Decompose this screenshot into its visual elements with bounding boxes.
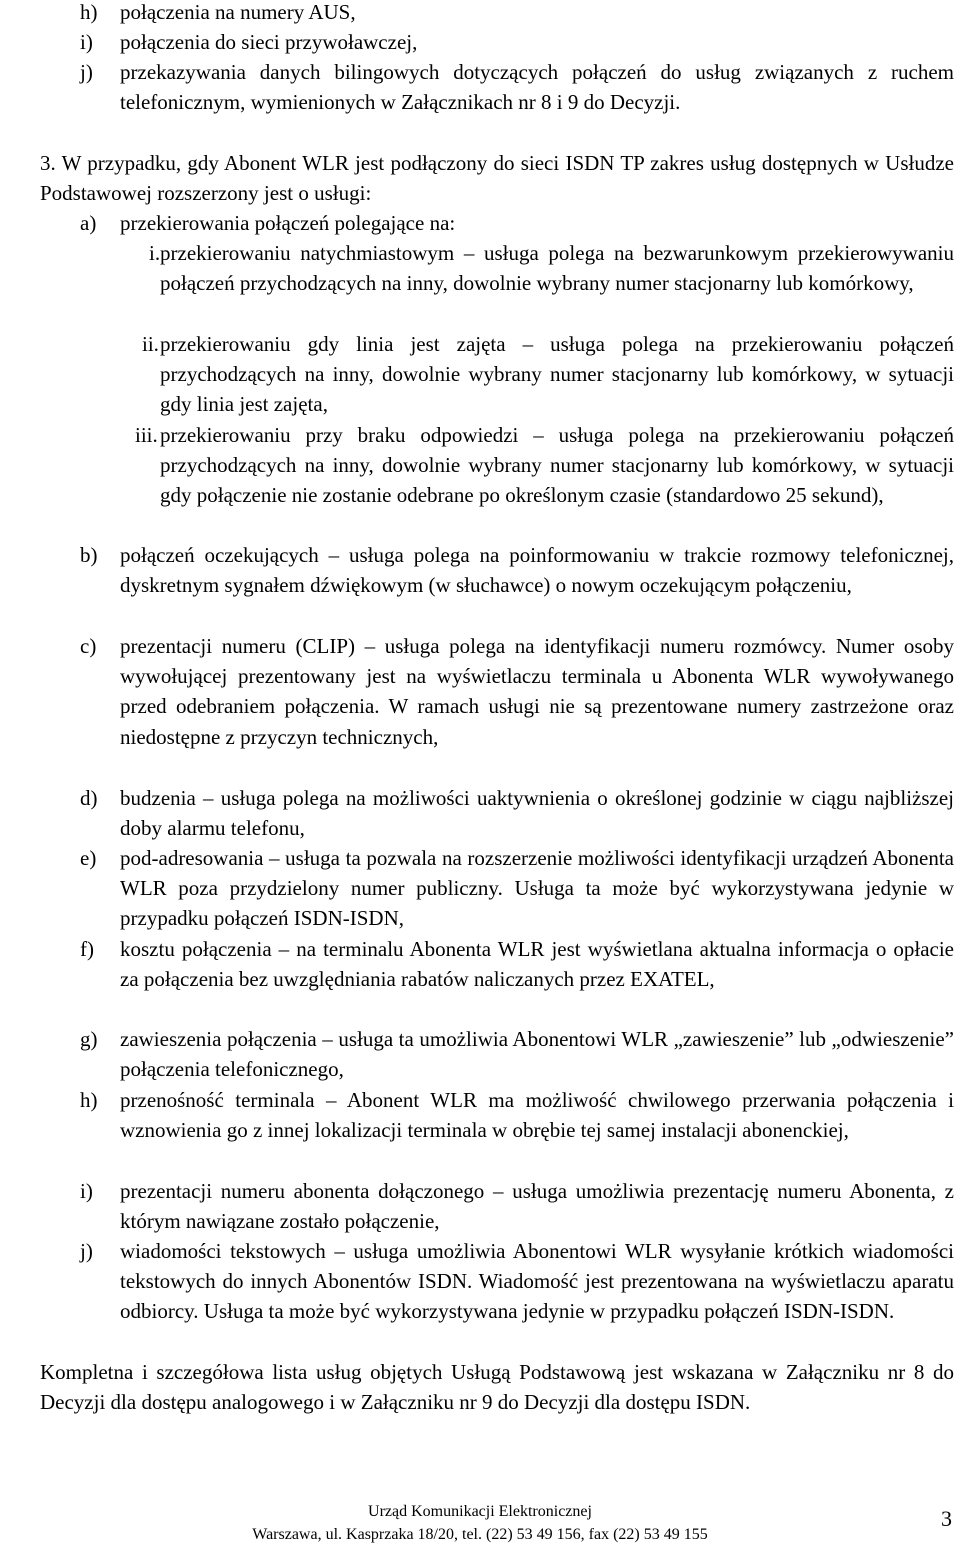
list-item-text: przekazywania danych bilingowych dotyczących połączeń do usług związanych z ruchem telefonicznym, wymienionych w Załącznikach nr 8 i 9 do Decyzji. [120,60,954,115]
list-item-i-top [80,27,954,57]
service-item-e [80,843,954,934]
section-number: 3. [40,151,56,175]
roman-item-text: przekierowaniu gdy linia jest zajęta – usługa polega na przekierowaniu połączeń przychodzących na inny, dowolnie wybrany numer stacjonarny lub komórkowy, w sytuacji gdy linia jest zajęta, [160,332,954,417]
list-item-text: budzenia – usługa polega na możliwości uaktywnienia o określonej godzinie w ciągu najbliższej doby alarmu telefonu, [120,786,954,841]
closing-paragraph: Kompletna i szczegółowa lista usług objętych Usługą Podstawową jest wskazana w Załączniku nr 8 do Decyzji dla dostępu analogowego i w Załączniku nr 9 do Decyzji dla dostępu ISDN. [40,1360,954,1415]
list-item-text: przenośność terminala – Abonent WLR ma możliwość chwilowego przerwania połączenia i wznowienia go z innej lokalizacji terminala w obrębie tej samej instalacji abonenckiej, [120,1088,954,1143]
footer-institution: Urząd Komunikacji Elektronicznej [368,1503,592,1520]
roman-item-text: przekierowaniu przy braku odpowiedzi – usługa polega na przekierowaniu połączeń przychodzących na inny, dowolnie wybrany numer stacjonarny lub komórkowy, w sytuacji gdy połączenie nie zostanie odebrane po określonym czasie (standardowo 25 sekund), [160,423,954,508]
service-item-j [80,1236,954,1327]
list-label: j) [80,60,93,84]
page-number: 3 [941,1506,952,1531]
list-item-text: połączenia do sieci przywoławczej, [120,30,418,54]
service-item-i [80,1176,954,1236]
service-item-b [80,540,954,600]
list-item-text: pod-adresowania – usługa ta pozwala na rozszerzenie możliwości identyfikacji urządzeń Abonenta WLR poza przydzielony numer publiczny. Usługa ta może być wykorzystywana jedynie w przypadku połączeń ISDN-ISDN, [120,846,954,931]
list-item-text: połączenia na numery AUS, [120,0,356,24]
list-item-j-top [80,57,954,117]
list-label: i) [80,1179,93,1203]
list-item-text: prezentacji numeru abonenta dołączonego – usługa umożliwia prezentację numeru Abonenta, z którym nawiązane zostało połączenie, [120,1179,954,1234]
list-item-text: przekierowania połączeń polegające na: [120,211,456,235]
roman-label: ii. [142,332,159,356]
list-label: h) [80,0,98,24]
roman-item-text: przekierowaniu natychmiastowym – usługa polega na bezwarunkowym przekierowywaniu połączeń przychodzących na inny, dowolnie wybrany numer stacjonarny lub komórkowy, [160,241,954,296]
list-item-h-top [80,0,954,27]
list-label: f) [80,937,94,961]
roman-label: iii. [135,423,158,447]
list-item-text: zawieszenia połączenia – usługa ta umożliwia Abonentowi WLR „zawieszenie” lub „odwieszenie” połączenia telefonicznego, [120,1027,954,1082]
list-label: e) [80,846,97,870]
section-3 [40,148,954,208]
list-label: i) [80,30,93,54]
list-label: g) [80,1027,98,1051]
list-label: d) [80,786,98,810]
list-item-text: połączeń oczekujących – usługa polega na poinformowaniu w trakcie rozmowy telefonicznej, dyskretnym sygnałem dźwiękowym (w słuchawce) o nowym oczekującym połączeniu, [120,543,954,598]
roman-label: i. [149,241,161,265]
list-label: h) [80,1088,98,1112]
service-item-h [80,1085,954,1145]
list-label: a) [80,211,97,235]
list-item-text: kosztu połączenia – na terminalu Abonenta WLR jest wyświetlana aktualna informacja o opłacie za połączenia bez uwzględniania rabatów naliczanych przez EXATEL, [120,937,954,992]
list-item-text: prezentacji numeru (CLIP) – usługa polega na identyfikacji numeru rozmówcy. Numer osoby wywołującej prezentowany jest na wyświetlaczu terminala u Abonenta WLR wywoływanego przed odebraniem połączenia. W ramach usługi nie są prezentowane numery zastrzeżone oraz niedostępne z przyczyn technicznych, [120,634,954,749]
roman-item-ii [120,329,954,420]
list-item-text: wiadomości tekstowych – usługa umożliwia Abonentowi WLR wysyłanie krótkich wiadomości tekstowych do innych Abonentów ISDN. Wiadomość jest prezentowana na wyświetlaczu aparatu odbiorcy. Usługa ta może być wykorzystywana jedynie w przypadku połączeń ISDN-ISDN. [120,1239,954,1324]
service-item-g [80,1024,954,1084]
list-item-a [80,208,954,238]
footer-address: Warszawa, ul. Kasprzaka 18/20, tel. (22) 53 49 156, fax (22) 53 49 155 [252,1526,708,1543]
service-item-d [80,783,954,843]
list-label: c) [80,634,97,658]
section-text: W przypadku, gdy Abonent WLR jest podłączony do sieci ISDN TP zakres usług dostępnych w Usłudze Podstawowej rozszerzony jest o usługi: [40,151,954,206]
roman-item-i [120,238,954,298]
list-label: b) [80,543,98,567]
service-item-c [80,631,954,752]
service-item-f [80,934,954,994]
list-label: j) [80,1239,93,1263]
roman-item-iii [120,420,954,511]
